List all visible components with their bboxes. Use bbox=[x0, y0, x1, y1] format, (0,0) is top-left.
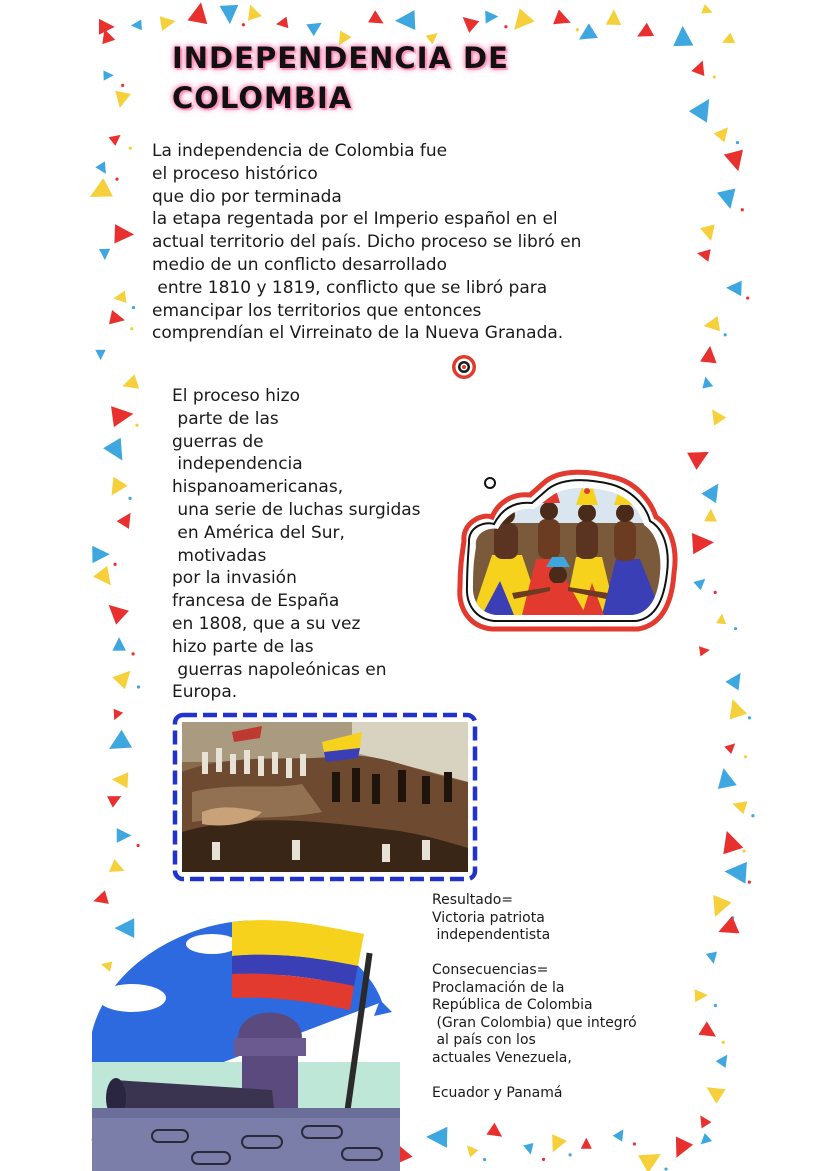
confetti-triangle bbox=[120, 374, 139, 393]
confetti-dot bbox=[722, 1041, 725, 1044]
confetti-triangle bbox=[107, 790, 124, 807]
confetti-triangle bbox=[704, 508, 717, 521]
confetti-triangle bbox=[187, 1, 211, 25]
confetti-triangle bbox=[111, 771, 128, 788]
confetti-triangle bbox=[700, 345, 718, 363]
confetti-triangle bbox=[131, 20, 142, 31]
confetti-triangle bbox=[724, 150, 748, 174]
confetti-triangle bbox=[717, 188, 740, 211]
confetti-triangle bbox=[160, 14, 177, 31]
confetti-triangle bbox=[720, 33, 736, 49]
confetti-triangle bbox=[716, 613, 727, 624]
confetti-triangle bbox=[103, 70, 113, 80]
confetti-dot bbox=[135, 424, 138, 427]
confetti-triangle bbox=[95, 350, 106, 361]
confetti-triangle bbox=[368, 10, 387, 29]
confetti-triangle bbox=[112, 291, 126, 305]
confetti-triangle bbox=[687, 443, 713, 469]
confetti-triangle bbox=[673, 25, 694, 46]
confetti-triangle bbox=[724, 696, 747, 719]
confetti-dot bbox=[746, 296, 749, 299]
confetti-dot bbox=[130, 327, 133, 330]
confetti-dot bbox=[132, 652, 135, 655]
confetti-triangle bbox=[613, 1126, 628, 1141]
confetti-triangle bbox=[724, 740, 738, 754]
confetti-dot bbox=[121, 84, 124, 87]
confetti-dot bbox=[115, 178, 118, 181]
confetti-triangle bbox=[102, 598, 129, 625]
confetti-dot bbox=[137, 685, 140, 688]
target-icon bbox=[451, 354, 477, 380]
confetti-triangle bbox=[92, 545, 110, 563]
confetti-triangle bbox=[93, 566, 118, 591]
confetti-triangle bbox=[545, 1134, 567, 1156]
confetti-triangle bbox=[117, 509, 137, 529]
confetti-triangle bbox=[306, 17, 325, 36]
confetti-triangle bbox=[697, 1133, 712, 1148]
confetti-triangle bbox=[103, 438, 131, 466]
confetti-dot bbox=[633, 1142, 636, 1145]
carnival-dancers-image bbox=[452, 463, 680, 635]
confetti-dot bbox=[748, 716, 751, 719]
confetti-dot bbox=[542, 1158, 545, 1161]
confetti-triangle bbox=[724, 861, 747, 884]
confetti-triangle bbox=[486, 1123, 506, 1143]
confetti-dot bbox=[751, 814, 754, 817]
confetti-dot bbox=[744, 755, 747, 758]
confetti-triangle bbox=[699, 645, 711, 657]
confetti-triangle bbox=[458, 11, 480, 33]
confetti-dot bbox=[136, 844, 139, 847]
intro-paragraph: La independencia de Colombia fue el proceso histórico que dio por terminada la etapa regentada por el Imperio español en el actual territorio del país. Dicho proceso se libró en medio de un conflicto desarrollado entre 1810 y 1819, conflicto que se libró para emancipar los territorios que entonces comprendían el Virreinato de la Nueva Granada. bbox=[152, 141, 582, 344]
confetti-triangle bbox=[95, 161, 110, 176]
confetti-dot bbox=[128, 497, 131, 500]
confetti-dot bbox=[742, 849, 745, 852]
confetti-triangle bbox=[220, 5, 240, 25]
confetti-dot bbox=[736, 141, 739, 144]
battle-painting-image bbox=[172, 712, 478, 882]
confetti-triangle bbox=[638, 1145, 666, 1171]
confetti-triangle bbox=[574, 23, 597, 46]
confetti-dot bbox=[714, 591, 717, 594]
confetti-dot bbox=[734, 627, 737, 630]
confetti-triangle bbox=[111, 403, 135, 427]
confetti-dot bbox=[113, 563, 116, 566]
confetti-triangle bbox=[109, 859, 127, 877]
confetti-triangle bbox=[117, 828, 132, 843]
confetti-triangle bbox=[112, 637, 126, 651]
confetti-dot bbox=[741, 208, 744, 211]
confetti-dot bbox=[664, 1167, 667, 1170]
confetti-triangle bbox=[695, 1112, 711, 1128]
confetti-triangle bbox=[485, 10, 498, 23]
confetti-dot bbox=[129, 147, 132, 150]
confetti-triangle bbox=[243, 2, 262, 21]
confetti-dot bbox=[748, 881, 751, 884]
confetti-triangle bbox=[426, 1126, 448, 1148]
confetti-triangle bbox=[691, 58, 709, 76]
confetti-triangle bbox=[633, 23, 654, 44]
confetti-triangle bbox=[110, 709, 124, 723]
confetti-triangle bbox=[553, 10, 573, 30]
confetti-dot bbox=[576, 28, 579, 31]
confetti-triangle bbox=[706, 405, 726, 425]
confetti-triangle bbox=[689, 93, 718, 122]
confetti-dot bbox=[483, 1158, 486, 1161]
process-paragraph: El proceso hizo parte de las guerras de independencia hispanoamericanas, una serie de luchas surgidas en América del Sur, motivadas por la invasión francesa de España en 1808, que a su vez hizo parte de las guerras napoleónicas en Europa. bbox=[172, 386, 421, 703]
fortress-cannon-illustration bbox=[92, 912, 400, 1171]
confetti-triangle bbox=[275, 17, 288, 30]
confetti-triangle bbox=[700, 375, 713, 388]
confetti-triangle bbox=[701, 479, 725, 503]
confetti-triangle bbox=[91, 890, 109, 908]
confetti-triangle bbox=[109, 131, 124, 146]
results-text: Resultado= Victoria patriota independentista Consecuencias= Proclamación de la República de Colombia (Gran Colombia) que integró al país con los actuales Venezuela, Ecuador y Panamá bbox=[432, 892, 637, 1101]
confetti-triangle bbox=[701, 4, 714, 17]
confetti-triangle bbox=[112, 665, 136, 689]
confetti-dot bbox=[242, 23, 245, 26]
confetti-triangle bbox=[668, 1137, 693, 1162]
confetti-triangle bbox=[463, 1142, 479, 1158]
confetti-dot bbox=[569, 1153, 572, 1156]
confetti-triangle bbox=[104, 477, 127, 500]
confetti-triangle bbox=[692, 532, 715, 555]
page-title: INDEPENDENCIA DE COLOMBIA bbox=[172, 41, 509, 115]
confetti-triangle bbox=[730, 797, 747, 814]
confetti-triangle bbox=[581, 1138, 592, 1149]
confetti-triangle bbox=[693, 575, 709, 591]
confetti-dot bbox=[132, 306, 135, 309]
confetti-triangle bbox=[523, 1143, 536, 1156]
confetti-triangle bbox=[114, 224, 134, 244]
confetti-triangle bbox=[714, 766, 737, 789]
confetti-triangle bbox=[395, 10, 416, 31]
confetti-triangle bbox=[726, 280, 742, 296]
confetti-triangle bbox=[507, 8, 535, 36]
confetti-triangle bbox=[85, 178, 113, 206]
confetti-triangle bbox=[725, 669, 747, 691]
confetti-triangle bbox=[714, 123, 734, 143]
confetti-triangle bbox=[109, 310, 127, 328]
confetti-triangle bbox=[104, 730, 132, 758]
confetti-triangle bbox=[112, 91, 131, 110]
confetti-triangle bbox=[99, 249, 111, 261]
confetti-triangle bbox=[717, 828, 744, 855]
confetti-triangle bbox=[606, 9, 622, 25]
confetti-dot bbox=[724, 333, 727, 336]
confetti-dot bbox=[713, 75, 716, 78]
confetti-dot bbox=[504, 25, 507, 28]
